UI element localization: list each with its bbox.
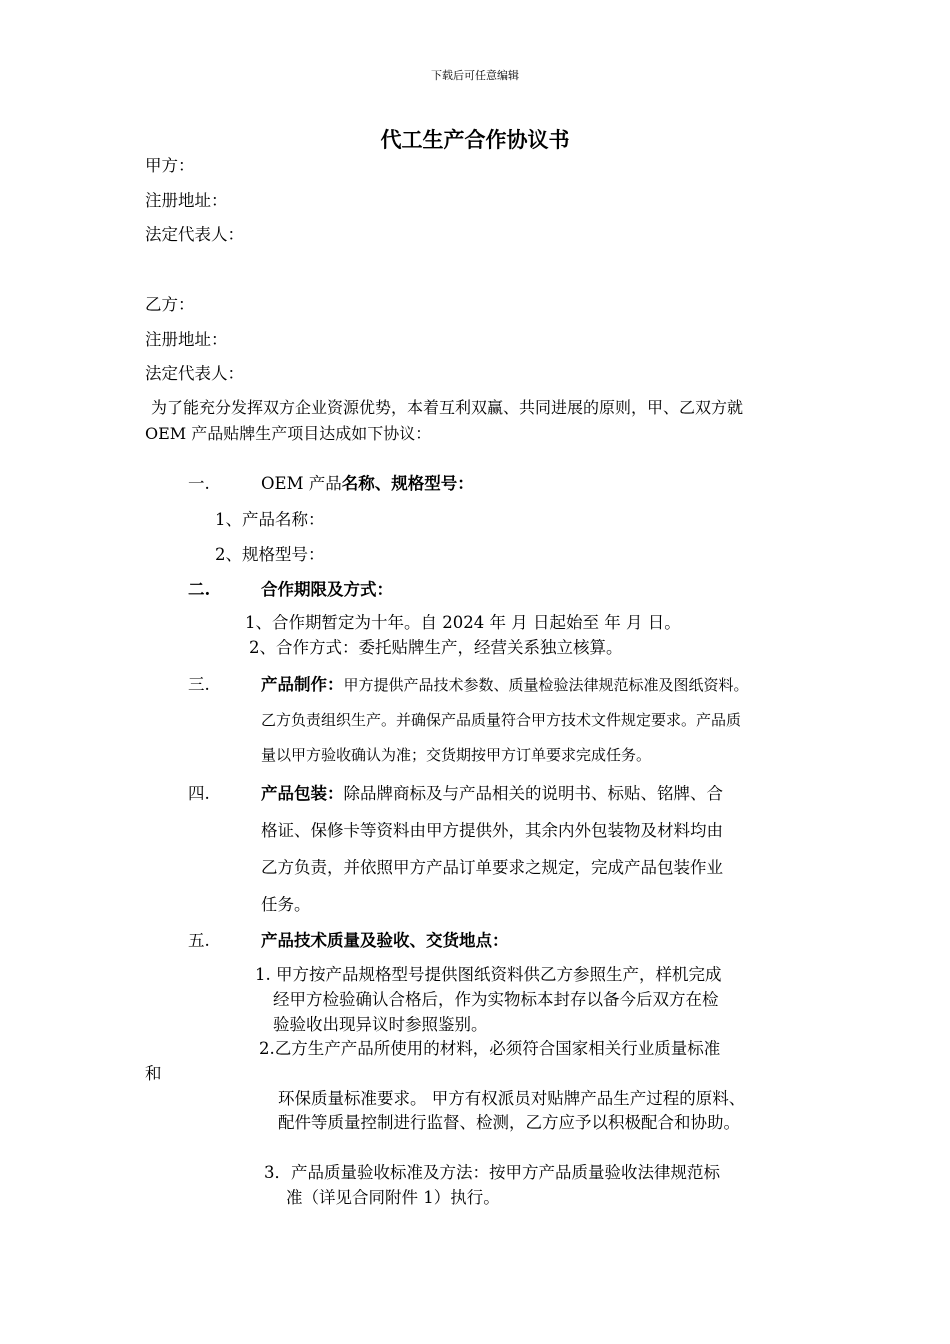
sec1-item-2: 2、规格型号： bbox=[215, 545, 325, 564]
sec5-item-3-line-1: 3．产品质量验收标准及方法：按甲方产品质量验收法律规范标 bbox=[264, 1163, 720, 1182]
sec3-line-3: 量以甲方验收确认为准；交货期按甲方订单要求完成任务。 bbox=[261, 746, 652, 764]
sec3-line-2: 乙方负责组织生产。并确保产品质量符合甲方技术文件规定要求。产品质 bbox=[261, 711, 742, 729]
sec4-line-2: 格证、保修卡等资料由甲方提供外，其余内外包装物及材料均由 bbox=[261, 821, 723, 840]
sec5-item-2-line-3: 配件等质量控制进行监督、检测，乙方应予以积极配合和协助。 bbox=[278, 1113, 740, 1132]
sec5-item-1-line-2: 经甲方检验确认合格后，作为实物标本封存以备今后双方在检 bbox=[273, 990, 719, 1009]
sec5-number: 五. bbox=[188, 931, 210, 950]
sec1-item-1: 1、产品名称： bbox=[215, 510, 325, 529]
document-title: 代工生产合作协议书 bbox=[380, 127, 570, 152]
header-note: 下载后可任意编辑 bbox=[431, 69, 519, 82]
sec5-item-1-line-3: 验验收出现异议时参照鉴别。 bbox=[273, 1015, 488, 1034]
sec5-item-3-line-2: 准（详见合同附件 1）执行。 bbox=[286, 1188, 500, 1207]
sec5-item-2-line-1: 2.乙方生产产品所使用的材料，必须符合国家相关行业质量标准 bbox=[259, 1039, 721, 1058]
sec1-heading-plain: OEM 产品 bbox=[261, 474, 342, 493]
sec4-number: 四. bbox=[188, 784, 210, 803]
sec5-item-2-line-2: 环保质量标准要求。 甲方有权派员对贴牌产品生产过程的原料、 bbox=[278, 1089, 746, 1108]
party-b-label: 乙方： bbox=[145, 295, 195, 314]
party-b-address: 注册地址： bbox=[145, 330, 228, 349]
sec4-line-3: 乙方负责，并依照甲方产品订单要求之规定，完成产品包装作业 bbox=[261, 858, 723, 877]
sec1-heading bbox=[261, 470, 474, 494]
party-b-rep: 法定代表人： bbox=[145, 364, 244, 383]
sec2-item-2: 2、合作方式：委托贴牌生产，经营关系独立核算。 bbox=[249, 638, 623, 657]
sec5-item-2-and: 和 bbox=[145, 1064, 162, 1083]
intro-line-1: 为了能充分发挥双方企业资源优势，本着互利双赢、共同进展的原则，甲、乙双方就 bbox=[151, 398, 744, 417]
intro-line-2: OEM 产品贴牌生产项目达成如下协议： bbox=[145, 424, 432, 443]
sec4-line-4: 任务。 bbox=[261, 895, 311, 914]
sec5-item-1-line-1: 1. 甲方按产品规格型号提供图纸资料供乙方参照生产，样机完成 bbox=[255, 965, 722, 984]
sec1-number: 一. bbox=[188, 474, 210, 493]
sec4-line-1: 除品牌商标及与产品相关的说明书、标贴、铭牌、合 bbox=[343, 784, 723, 803]
sec3-line-1: 甲方提供产品技术参数、质量检验法律规范标准及图纸资料。 bbox=[343, 676, 749, 694]
sec2-item-1: 1、合作期暂定为十年。自 2024 年 月 日起始至 年 月 日。 bbox=[245, 613, 681, 632]
sec4-heading: 产品包装： bbox=[261, 784, 344, 803]
party-a-label: 甲方： bbox=[145, 156, 195, 175]
sec1-heading-bold: 名称、规格型号： bbox=[341, 474, 474, 493]
sec2-number: 二. bbox=[188, 580, 211, 599]
party-a-address: 注册地址： bbox=[145, 191, 228, 210]
sec5-heading: 产品技术质量及验收、交货地点： bbox=[261, 931, 509, 950]
sec3-number: 三. bbox=[188, 675, 210, 694]
sec3-line-1-wrap bbox=[261, 671, 749, 695]
sec3-heading: 产品制作： bbox=[261, 675, 344, 694]
sec4-line-1-wrap bbox=[261, 780, 723, 804]
sec2-heading: 合作期限及方式： bbox=[261, 580, 393, 599]
party-a-rep: 法定代表人： bbox=[145, 225, 244, 244]
